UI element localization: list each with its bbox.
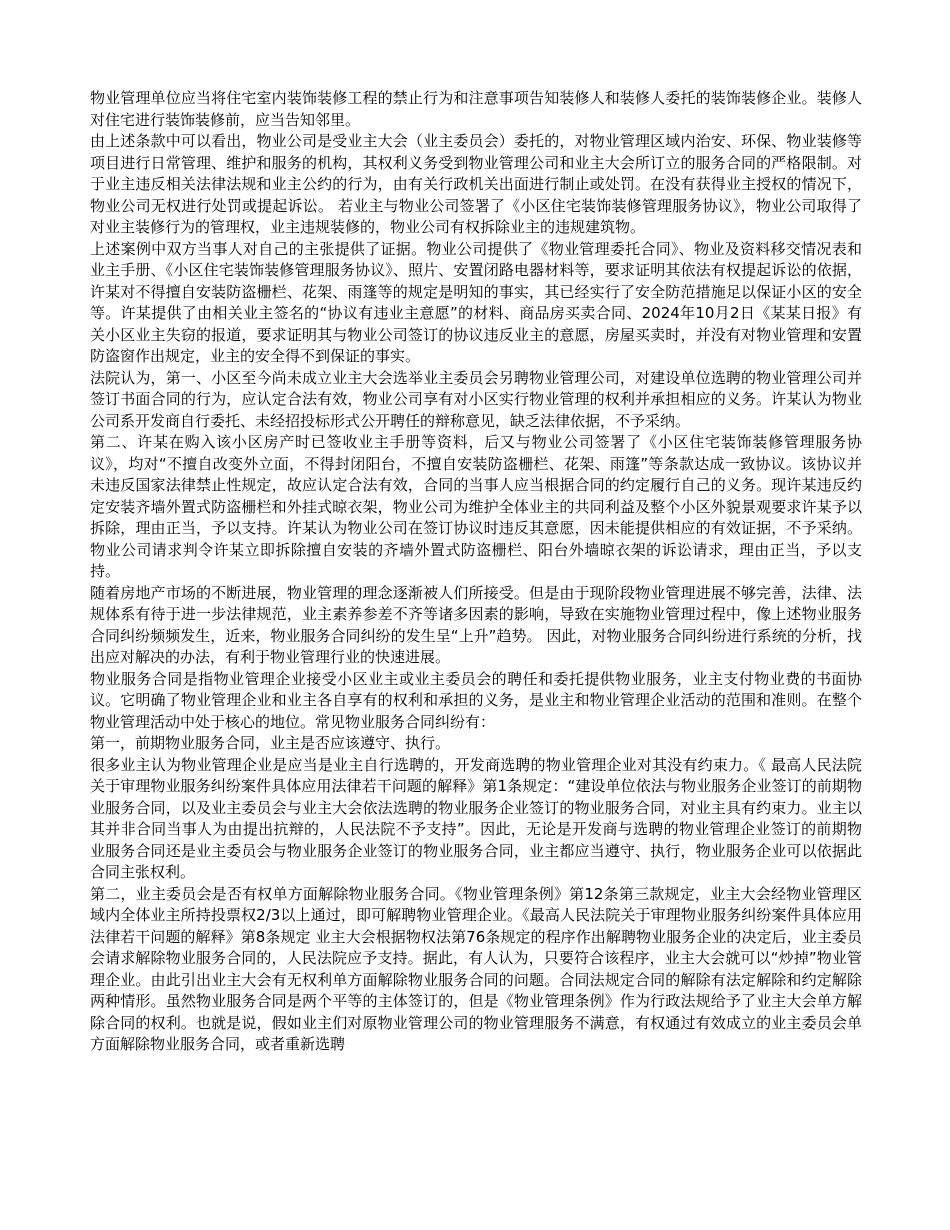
paragraph-decoration-notice: 物业管理单位应当将住宅室内装饰装修工程的禁止行为和注意事项告知装修人和装修人委托的装饰装修企业。装修人对住宅进行装饰装修前，应当告知邻里。 bbox=[90, 89, 862, 129]
paragraph-market-development: 随着房地产市场的不断进展，物业管理的理念逐渐被人们所接受。但是由于现阶段物业管理进展不够完善，法律、法规体系有待于进一步法律规范，业主素养参差不齐等诸多因素的影响，导致在实施物业管理过程中，像上述物业服务合同纠纷频频发生，近来，物业服务合同纠纷的发生呈“上升”趋势。 因此，对物业服务合同纠纷进行系统的分析，找出应对解决的办法，有利于物业管理行业的快速进展。 bbox=[90, 583, 862, 666]
paragraph-dispute-two: 第二，业主委员会是否有权单方面解除物业服务合同。《物业管理条例》第12条第三款规定，业主大会经物业管理区域内全体业主所持投票权2/3以上通过，即可解聘物业管理企业。《最高人民法院关于审理物业服务纠纷案件具体应用法律若干问题的解释》第8条规定 业主大会根据物权法第76条规定的程序作出解聘物业服务企业的决定后，业主委员会请求解除物业服务合同的，人民法院应予支持。据此，有人认为，只要符合该程序，业主大会就可以“炒掉”物业管理企业。由此引出业主大会有无权利单方面解除物业服务合同的问题。合同法规定合同的解除有法定解除和约定解除两种情形。虽然物业服务合同是两个平等的主体签订的，但是《物业管理条例》作为行政法规给予了业主大会单方解除合同的权利。也就是说，假如业主们对原物业管理公司的物业管理服务不满意，有权通过有效成立的业主委员会单方面解除物业服务合同，或者重新选聘 bbox=[90, 884, 862, 1053]
paragraph-dispute-one-heading: 第一，前期物业服务合同，业主是否应该遵守、执行。 bbox=[90, 734, 451, 752]
document-body bbox=[90, 88, 862, 1056]
paragraph-service-contract-definition: 物业服务合同是指物业管理企业接受小区业主或业主委员会的聘任和委托提供物业服务，业主支付物业费的书面协议。它明确了物业管理企业和业主各自享有的权利和承担的义务，是业主和物业管理企业活动的范围和准则。在整个物业管理活动中处于核心的地位。常见物业服务合同纠纷有： bbox=[90, 669, 862, 731]
paragraph-court-opinion-first: 法院认为，第一、小区至今尚未成立业主大会选举业主委员会另聘物业管理公司，对建设单位选聘的物业管理公司并签订书面合同的行为，应认定合法有效，物业公司享有对小区实行物业管理的权利并承担相应的义务。许某认为物业公司系开发商自行委托、未经招投标形式公开聘任的辩称意见，缺乏法律依据，不予采纳。 bbox=[90, 368, 862, 430]
paragraph-evidence: 上述案例中双方当事人对自己的主张提供了证据。物业公司提供了《物业管理委托合同》、物业及资料移交情况表和业主手册、《小区住宅装饰装修管理服务协议》、照片、安置闭路电器材料等，要求证明其依法有权提起诉讼的依据，许某对不得擅自安装防盗栅栏、花架、雨篷等的规定是明知的事实，其已经实行了安全防范措施足以保证小区的安全等。许某提供了由相关业主签名的“协议有违业主意愿”的材料、商品房买卖合同、2024年10月2日《某某日报》有关小区业主失窃的报道，要求证明其与物业公司签订的协议违反业主的意愿，房屋买卖时，并没有对物业管理和安置防盗窗作出规定，业主的安全得不到保证的事实。 bbox=[90, 239, 862, 365]
paragraph-property-company-role: 由上述条款中可以看出，物业公司是受业主大会（业主委员会）委托的，对物业管理区域内治安、环保、物业装修等项目进行日常管理、维护和服务的机构，其权利义务受到物业管理公司和业主大会所订立的服务合同的严格限制。对于业主违反相关法律法规和业主公约的行为，由有关行政机关出面进行制止或处罚。在没有获得业主授权的情况下，物业公司无权进行处罚或提起诉讼。 若业主与物业公司签署了《小区住宅装饰装修管理服务协议》，物业公司取得了对业主装修行为的管理权，业主违规装修的，物业公司有权拆除业主的违规建筑物。 bbox=[90, 132, 862, 236]
paragraph-court-opinion-second: 第二、许某在购入该小区房产时已签收业主手册等资料，后又与物业公司签署了《小区住宅装饰装修管理服务协议》，均对“不擅自改变外立面，不得封闭阳台，不擅自安装防盗栅栏、花架、雨篷”等条款达成一致协议。该协议并未违反国家法律禁止性规定，故应认定合法有效，合同的当事人应当根据合同的约定履行自己的义务。现许某违反约定安装齐墙外置式防盗栅栏和外挂式晾衣架，物业公司为维护全体业主的共同利益及整个小区外貌景观要求许某予以拆除，理由正当，予以支持。许某认为物业公司在签订协议时违反其意愿，因未能提供相应的有效证据，不予采纳。物业公司请求判令许某立即拆除擅自安装的齐墙外置式防盗栅栏、阳台外墙晾衣架的诉讼请求，理由正当，予以支持。 bbox=[90, 433, 862, 580]
paragraph-dispute-one-body: 很多业主认为物业管理企业是应当是业主自行选聘的，开发商选聘的物业管理企业对其没有约束力。《 最高人民法院关于审理物业服务纠纷案件具体应用法律若干问题的解释》第1条规定：“建设单位依法与物业服务企业签订的前期物业服务合同，以及业主委员会与业主大会依法选聘的物业服务企业签订的物业服务合同，对业主具有约束力。业主以其并非合同当事人为由提出抗辩的，人民法院不予支持”。因此，无论是开发商与选聘的物业管理企业签订的前期物业服务合同还是业主委员会与物业服务企业签订的物业服务合同，业主都应当遵守、执行，物业服务企业可以依据此合同主张权利。 bbox=[90, 755, 862, 881]
